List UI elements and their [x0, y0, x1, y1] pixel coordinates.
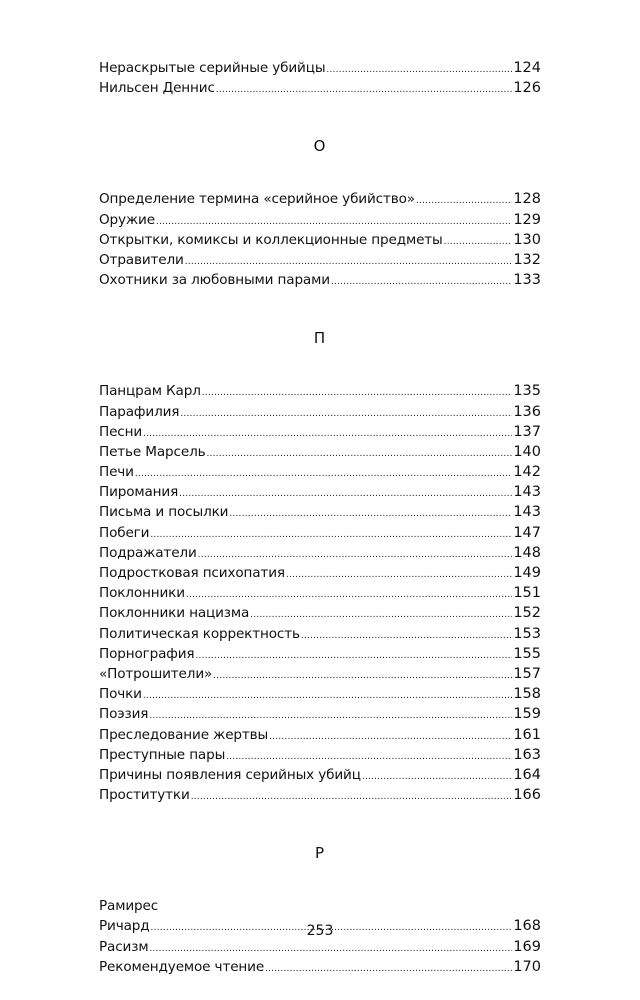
- toc-entry-title: Поклонники: [99, 585, 185, 602]
- section-spacer: [99, 156, 541, 189]
- dot-leader: [229, 504, 512, 524]
- toc-entry-title: Рамирес: [99, 898, 159, 915]
- toc-entry-page-number: 169: [513, 938, 541, 955]
- dot-leader: [286, 565, 512, 585]
- dot-leader: [135, 464, 512, 484]
- dot-leader: [143, 424, 512, 444]
- toc-entry-title: Определение термина «серийное убийство»: [99, 191, 415, 208]
- section-spacer: [99, 98, 541, 136]
- toc-entry-page-number: 147: [513, 524, 541, 541]
- toc-entry-page-number: 126: [513, 80, 541, 97]
- toc-entry-page-number: 130: [513, 231, 541, 248]
- toc-entry-page-number: 137: [513, 423, 541, 440]
- toc-entry-title: Преследование жертвы: [99, 726, 269, 743]
- toc-entry-page-number: 161: [513, 726, 541, 743]
- toc-entry-title: Преступные пары: [99, 746, 226, 763]
- toc-entry-page-number: 152: [513, 605, 541, 622]
- toc-entry-page-number: 136: [513, 403, 541, 420]
- toc-entry[interactable]: [99, 442, 541, 462]
- toc-entry[interactable]: [99, 785, 541, 805]
- toc-entry-page-number: 133: [513, 272, 541, 289]
- toc-entry-title: Охотники за любовными парами: [99, 272, 330, 289]
- toc-entry[interactable]: [99, 896, 541, 916]
- toc-entry-title: Песни: [99, 423, 143, 440]
- dot-leader: [195, 646, 512, 666]
- dot-leader: [301, 626, 512, 646]
- dot-leader: [250, 605, 512, 625]
- dot-leader: [216, 80, 513, 100]
- toc-entry[interactable]: [99, 482, 541, 502]
- toc-entry[interactable]: [99, 502, 541, 522]
- page-number: 253: [306, 923, 334, 939]
- toc-entry-title: Расизм: [99, 938, 149, 955]
- dot-leader: [362, 767, 512, 787]
- toc-entry[interactable]: [99, 765, 541, 785]
- toc-entry-page-number: 142: [513, 464, 541, 481]
- toc-entry-title: Нильсен Деннис: [99, 80, 215, 97]
- toc-entry-title: Причины появления серийных убийц: [99, 766, 361, 783]
- toc-entry-title: Открытки, комиксы и коллекционные предметы: [99, 231, 443, 248]
- toc-entry-title: Поклонники нацизма: [99, 605, 250, 622]
- toc-entry[interactable]: [99, 189, 541, 209]
- dot-leader: [191, 787, 513, 807]
- toc-entry[interactable]: [99, 644, 541, 664]
- toc-entry-title: Парафилия: [99, 403, 180, 420]
- toc-entry-title: Панцрам Карл: [99, 383, 201, 400]
- toc-entry-title: Ричард: [99, 918, 150, 935]
- dot-leader: [198, 545, 513, 565]
- toc-entry-title: Рекомендуемое чтение: [99, 958, 265, 975]
- toc-entry-title: Печи: [99, 464, 134, 481]
- toc-entry[interactable]: [99, 462, 541, 482]
- dot-leader: [226, 747, 512, 767]
- toc-entry-page-number: 148: [513, 544, 541, 561]
- toc-entry[interactable]: [99, 684, 541, 704]
- toc-entry[interactable]: [99, 78, 541, 98]
- toc-entry-page-number: 168: [513, 918, 541, 935]
- toc-entry-title: Побеги: [99, 524, 150, 541]
- dot-leader: [202, 383, 513, 403]
- dot-leader: [150, 525, 512, 545]
- toc-entry-title: Пиромания: [99, 484, 179, 501]
- toc-entry-page-number: 164: [513, 766, 541, 783]
- toc-entry-page-number: 140: [513, 443, 541, 460]
- section-spacer: [99, 290, 541, 328]
- dot-leader: [179, 484, 512, 504]
- dot-leader: [143, 686, 512, 706]
- toc-entry[interactable]: [99, 381, 541, 401]
- toc-entry[interactable]: [99, 725, 541, 745]
- toc-entry[interactable]: [99, 250, 541, 270]
- dot-leader: [331, 272, 512, 292]
- toc-entry[interactable]: [99, 603, 541, 623]
- toc-entry[interactable]: [99, 624, 541, 644]
- toc-entry-page-number: 158: [513, 686, 541, 703]
- table-of-contents: [99, 58, 541, 977]
- toc-entry-title: Оружие: [99, 211, 155, 228]
- dot-leader: [326, 60, 512, 80]
- dot-leader: [156, 212, 512, 232]
- section-letter-heading: Р: [314, 844, 325, 863]
- toc-entry[interactable]: [99, 270, 541, 290]
- toc-entry-title: Почки: [99, 686, 142, 703]
- toc-entry-page-number: 143: [513, 504, 541, 521]
- toc-entry-title: Подростковая психопатия: [99, 565, 285, 581]
- section-spacer: [99, 348, 541, 381]
- toc-entry-page-number: 166: [513, 787, 541, 804]
- toc-entry[interactable]: [99, 58, 541, 78]
- toc-entry-page-number: 149: [513, 565, 541, 581]
- toc-entry[interactable]: [99, 543, 541, 563]
- dot-leader: [269, 727, 512, 747]
- toc-entry-page-number: 132: [513, 251, 541, 268]
- toc-entry[interactable]: [99, 523, 541, 543]
- dot-leader: [206, 444, 512, 464]
- toc-entry[interactable]: [99, 704, 541, 724]
- toc-entry-page-number: 151: [513, 585, 541, 602]
- toc-entry-title: Порнография: [99, 645, 195, 662]
- toc-entry-page-number: 143: [513, 484, 541, 501]
- toc-entry-page-number: 129: [513, 211, 541, 228]
- toc-entry-page-number: 128: [513, 191, 541, 208]
- dot-leader: [180, 404, 512, 424]
- toc-entry[interactable]: [99, 563, 541, 583]
- toc-entry-title: Поэзия: [99, 706, 149, 723]
- dot-leader: [444, 232, 513, 252]
- toc-entry-page-number: 170: [513, 958, 541, 975]
- dot-leader: [416, 191, 512, 211]
- toc-entry-title: Проститутки: [99, 787, 190, 804]
- toc-entry[interactable]: [99, 957, 541, 977]
- section-spacer: [99, 805, 541, 843]
- section-letter-heading: О: [313, 137, 326, 156]
- toc-entry[interactable]: [99, 230, 541, 250]
- toc-entry-page-number: 157: [513, 665, 541, 682]
- toc-entry-page-number: 159: [513, 706, 541, 723]
- toc-entry-title: Нераскрытые серийные убийцы: [99, 60, 326, 76]
- toc-entry-page-number: 163: [513, 746, 541, 763]
- toc-entry[interactable]: [99, 210, 541, 230]
- dot-leader: [213, 666, 512, 686]
- dot-leader: [149, 939, 512, 959]
- toc-entry[interactable]: [99, 664, 541, 684]
- toc-entry[interactable]: [99, 745, 541, 765]
- toc-entry[interactable]: [99, 583, 541, 603]
- toc-entry-title: Политическая корректность: [99, 625, 300, 642]
- section-letter-heading: П: [313, 329, 326, 348]
- toc-entry[interactable]: [99, 422, 541, 442]
- toc-entry-page-number: 155: [513, 645, 541, 662]
- toc-entry-title: «Потрошители»: [99, 665, 213, 682]
- toc-entry-page-number: 153: [513, 625, 541, 642]
- toc-entry-title: Отравители: [99, 251, 184, 268]
- section-spacer: [99, 863, 541, 896]
- dot-leader: [265, 959, 512, 979]
- dot-leader: [185, 252, 513, 272]
- toc-entry-page-number: 135: [513, 383, 541, 400]
- dot-leader: [186, 585, 512, 605]
- toc-entry-title: Петье Марсель: [99, 443, 206, 460]
- toc-entry-title: Подражатели: [99, 544, 197, 561]
- dot-leader: [149, 706, 512, 726]
- toc-entry-page-number: 124: [513, 60, 541, 76]
- toc-entry[interactable]: [99, 402, 541, 422]
- toc-entry-title: Письма и посылки: [99, 504, 229, 521]
